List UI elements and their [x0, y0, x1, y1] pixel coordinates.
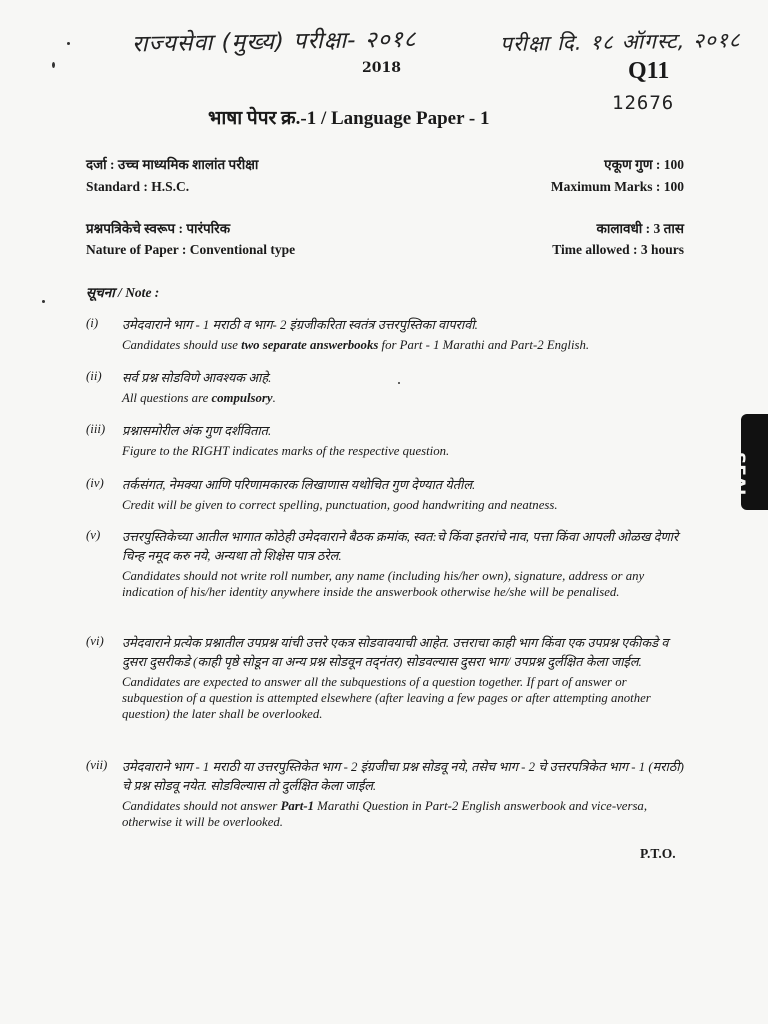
handwritten-number: 12676 — [612, 92, 675, 114]
instruction-english: Credit will be given to correct spelling, punctuation, good handwriting and neatness. — [122, 498, 558, 512]
instruction-english: Candidates should use two separate answerbooks for Part - 1 Marathi and Part-2 English. — [122, 338, 590, 352]
instruction-marathi: तर्कसंगत, नेमक्या आणि परिणामकारक लिखाणास यथोचित गुण देण्यात येतील. — [122, 478, 476, 492]
instruction-item — [86, 476, 686, 513]
handwritten-exam-title: राज्यसेवा (मुख्य) परीक्षा- २०१८ — [131, 26, 417, 58]
instruction-number: (iii) — [86, 422, 106, 436]
instruction-marathi: उत्तरपुस्तिकेच्या आतील भागात कोठेही उमेदवाराने बैठक क्रमांक, स्वत:चे किंवा इतरांचे नाव, पत्ता किंवा आपली ओळख देणारे चिन्ह नमूद करु नये, अन्यथा तो शिक्षेस पात्र ठरेल. — [122, 530, 679, 563]
instruction-number: (i) — [86, 316, 99, 330]
seal-label: SEAL — [728, 452, 748, 500]
standard-marathi: दर्जा : उच्च माध्यमिक शालांत परीक्षा — [86, 157, 259, 172]
question-code: Q11 — [628, 58, 670, 84]
instruction-marathi: उमेदवाराने प्रत्येक प्रश्नातील उपप्रश्न यांची उत्तरे एकत्र सोडवावयाची आहेत. उत्तराचा काही भाग किंवा एक उपप्रश्न एकीकडे व दुसरा दुसरीकडे (काही पृष्ठे सोडून वा अन्य प्रश्न सोडवून तद्नंतर) सोडवल्यास दुसरा भाग/ उपप्रश्न दुर्लक्षित केला जाईल. — [122, 636, 669, 669]
instruction-number: (v) — [86, 528, 101, 542]
standard-english: Standard : H.S.C. — [86, 179, 190, 194]
scan-speck — [67, 42, 70, 45]
instruction-marathi: उमेदवाराने भाग - 1 मराठी या उत्तरपुस्तिकेत भाग - 2 इंग्रजीचा प्रश्न सोडवू नये, तसेच भाग - 2 चे उत्तरपत्रिकेत भाग - 1 (मराठी) चे प्रश्न सोडवू नयेत. सोडविल्यास तो दुर्लक्षित केला जाईल. — [122, 760, 684, 793]
instruction-english: Figure to the RIGHT indicates marks of the respective question. — [122, 444, 450, 458]
nature-english: Nature of Paper : Conventional type — [86, 242, 296, 257]
time-english: Time allowed : 3 hours — [552, 242, 684, 257]
instruction-item — [86, 369, 686, 406]
instruction-number: (iv) — [86, 476, 104, 490]
marks-english: Maximum Marks : 100 — [550, 179, 684, 194]
instruction-item — [86, 634, 686, 722]
marks-marathi: एकूण गुण : 100 — [604, 157, 684, 172]
instruction-number: (vi) — [86, 634, 104, 648]
instruction-item — [86, 422, 686, 459]
instruction-number: (ii) — [86, 369, 102, 383]
instruction-english: All questions are compulsory. — [122, 391, 276, 405]
instruction-item — [86, 528, 686, 600]
instruction-number: (vii) — [86, 758, 108, 772]
scan-speck — [52, 62, 55, 68]
scan-speck — [398, 382, 400, 384]
note-heading: सूचना / Note : — [86, 285, 160, 300]
paper-title: भाषा पेपर क्र.-1 / Language Paper - 1 — [208, 108, 490, 129]
scan-speck — [42, 300, 45, 303]
page-turn-over: P.T.O. — [640, 846, 676, 861]
nature-marathi: प्रश्नपत्रिकेचे स्वरूप : पारंपरिक — [86, 221, 231, 236]
time-marathi: कालावधी : 3 तास — [596, 221, 684, 236]
instruction-item — [86, 316, 686, 353]
paper-year: 2018 — [362, 60, 401, 76]
instruction-english: Candidates should not write roll number, any name (including his/her own), signature, address or any indication of his/her identity anywhere inside the answerbook otherwise he/she will be penalised. — [122, 569, 645, 599]
instruction-item — [86, 758, 686, 830]
handwritten-exam-date: परीक्षा दि. १८ ऑगस्ट, २०१८ — [499, 27, 741, 57]
instruction-english: Candidates are expected to answer all the subquestions of a question together. If part of answer or subquestion of a question is attempted elsewhere (after leaving a few pages or after attempting another question) the later shall be overlooked. — [122, 675, 651, 721]
instruction-marathi: उमेदवाराने भाग - 1 मराठी व भाग- 2 इंग्रजीकरिता स्वतंत्र उत्तरपुस्तिका वापरावी. — [122, 318, 478, 332]
instruction-english: Candidates should not answer Part-1 Marathi Question in Part-2 English answerbook and vice-versa, otherwise it will be overlooked. — [122, 799, 648, 829]
instruction-marathi: सर्व प्रश्न सोडविणे आवश्यक आहे. — [122, 371, 272, 385]
instruction-marathi: प्रश्नासमोरील अंक गुण दर्शवितात. — [122, 424, 272, 438]
